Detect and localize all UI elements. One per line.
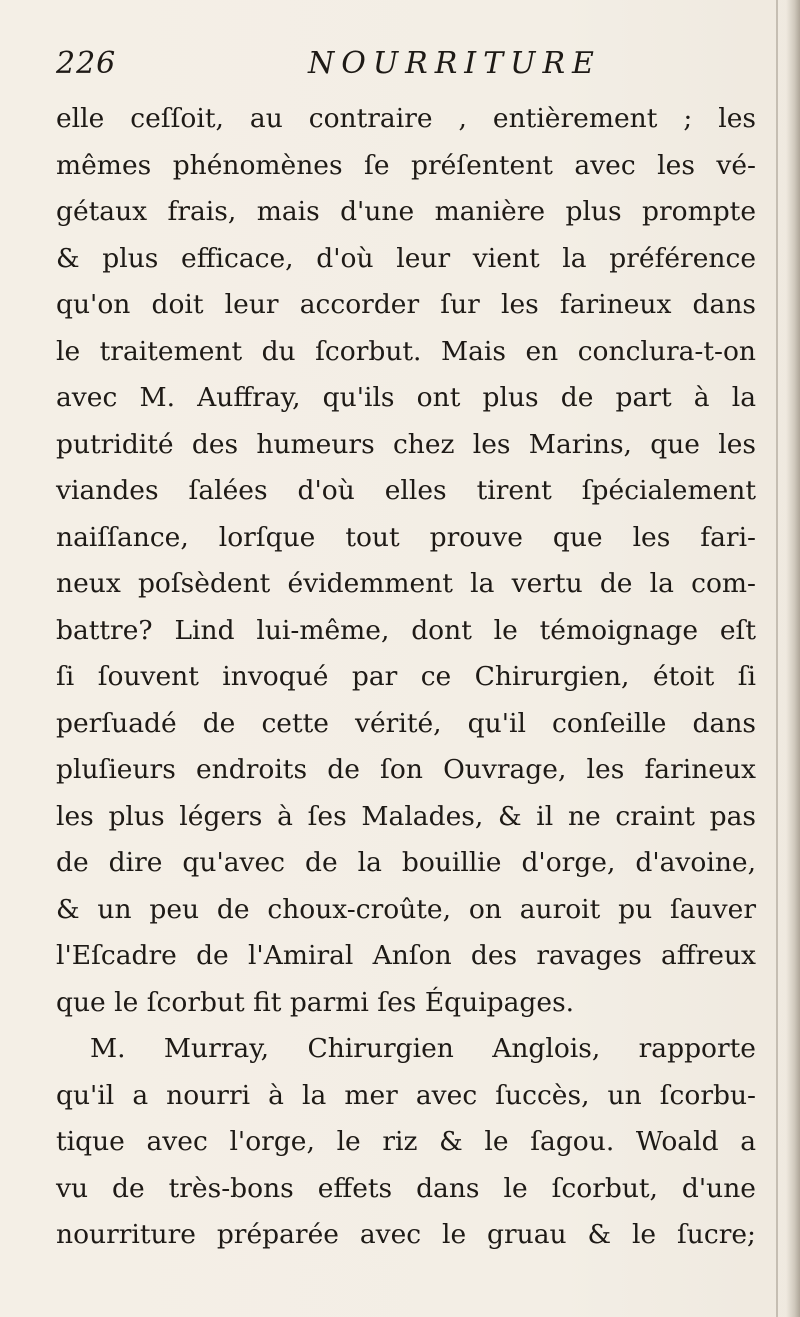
text-line: tique avec l'orge, le riz & le ſagou. Woald a <box>56 1126 756 1157</box>
text-line: le traitement du ſcorbut. Mais en conclura-t-on <box>56 335 756 367</box>
text-line: les plus légers à ſes Malades, & il ne craint pas <box>56 800 756 832</box>
text-line: que le ſcorbut fit parmi ſes Équipages. <box>56 986 575 1018</box>
text-line: qu'on doit leur accorder ſur les farineux dans <box>56 289 756 320</box>
text-line: gétaux frais, mais d'une manière plus prompte <box>56 196 756 227</box>
page-edge-line <box>776 0 778 1317</box>
text-line: & un peu de choux-croûte, on auroit pu ſauver <box>56 893 756 925</box>
text-line: putridité des humeurs chez les Marins, que les <box>56 428 756 460</box>
running-head <box>56 46 756 86</box>
text-line: qu'il a nourri à la mer avec ſuccès, un ſcorbu- <box>56 1079 756 1111</box>
text-line: neux poſsèdent évidemment la vertu de la com- <box>56 568 756 599</box>
text-line: ſi ſouvent invoqué par ce Chirurgien, étoit ſi <box>56 661 756 692</box>
text-line: perſuadé de cette vérité, qu'il conſeille dans <box>56 707 756 739</box>
text-line: mêmes phénomènes ſe préſentent avec les vé- <box>56 149 756 181</box>
page-number: 226 <box>56 46 117 81</box>
text-line: nourriture préparée avec le gruau & le ſucre; <box>56 1219 756 1250</box>
text-line: viandes ſalées d'où elles tirent ſpécialement <box>56 475 756 506</box>
text-line: M. Murray, Chirurgien Anglois, rapporte <box>90 1033 756 1064</box>
text-line: avec M. Auffray, qu'ils ont plus de part à la <box>56 382 756 413</box>
body-text <box>56 96 756 1259</box>
text-line: de dire qu'avec de la bouillie d'orge, d'avoine, <box>56 847 756 878</box>
text-line: battre? Lind lui-même, dont le témoignage eſt <box>56 614 756 646</box>
text-line: naiſſance, lorſque tout prouve que les fari- <box>56 521 756 553</box>
running-title: NOURRITURE <box>308 46 601 81</box>
page-edge-shadow <box>786 0 800 1317</box>
text-line: vu de très-bons effets dans le ſcorbut, d'une <box>56 1172 756 1204</box>
text-line: l'Eſcadre de l'Amiral Anſon des ravages affreux <box>56 940 756 971</box>
text-line: elle ceſſoit, au contraire , entièrement ; les <box>56 103 756 134</box>
text-line: & plus efficace, d'où leur vient la préférence <box>56 242 756 274</box>
text-line: pluſieurs endroits de ſon Ouvrage, les farineux <box>56 754 756 785</box>
